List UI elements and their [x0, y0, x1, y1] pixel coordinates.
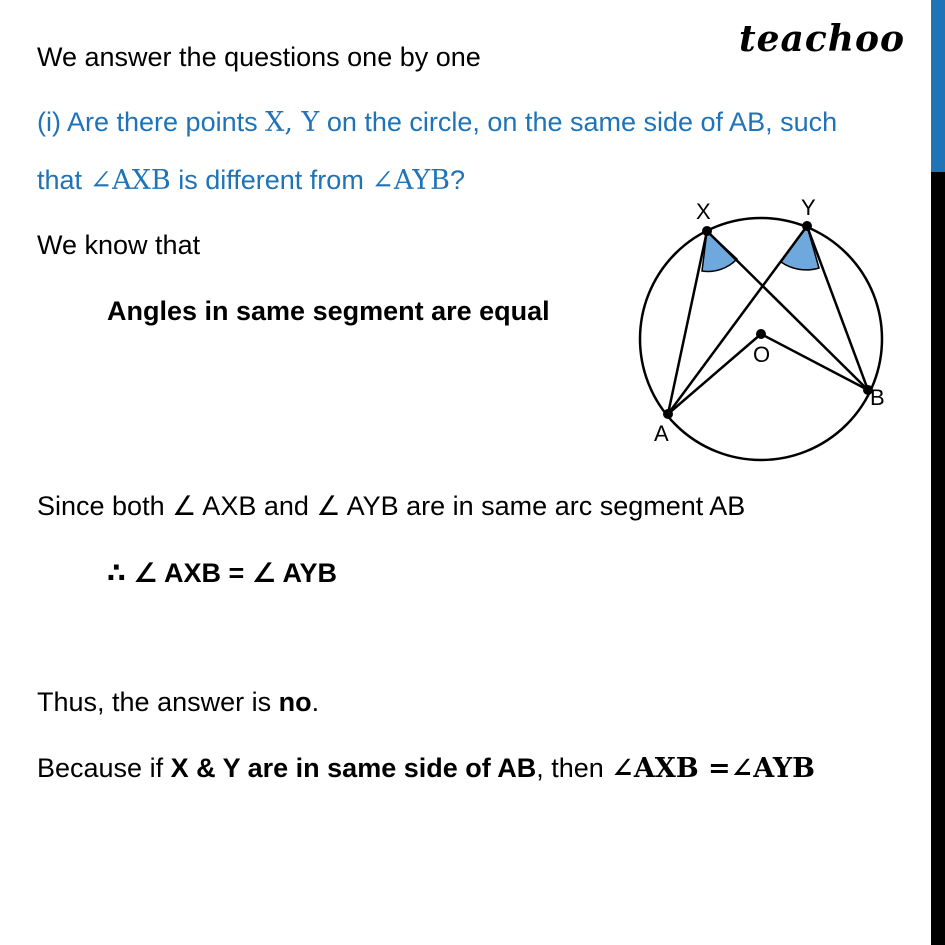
because-text	[37, 751, 815, 786]
answer-bold: no	[278, 687, 312, 717]
label-x: X	[696, 199, 711, 224]
intro-text: We answer the questions one by one	[37, 42, 481, 72]
question-text: that	[37, 165, 90, 195]
rule-text: Angles in same segment are equal	[107, 296, 550, 326]
because-bold: X & Y are in same side of AB	[170, 753, 537, 783]
teachoo-logo: teachoo	[739, 18, 905, 60]
therefore-text: ∴ ∠ AXB = ∠ AYB	[107, 558, 338, 588]
point-o	[756, 329, 766, 339]
question-math: ∠AXB	[89, 165, 171, 196]
question-math: X, Y	[265, 107, 320, 138]
because-pre: Because if	[37, 753, 171, 783]
since-text: Since both ∠ AXB and ∠ AYB are in same arc segment AB	[37, 491, 746, 521]
know-text: We know that	[37, 230, 201, 260]
circle-diagram	[630, 190, 900, 470]
answer-pre: Thus, the answer is	[37, 687, 279, 717]
segment-ob	[761, 334, 868, 390]
question-text: is different from	[170, 165, 372, 195]
sidebar-accent	[931, 0, 945, 172]
point-a	[663, 409, 673, 419]
angle-axb-marker	[702, 231, 737, 271]
label-y: Y	[801, 195, 816, 220]
label-o: O	[753, 342, 771, 367]
question-text: ?	[450, 165, 466, 195]
question-text: (i) Are there points	[37, 107, 266, 137]
question-text: on the circle, on the same side of AB, such	[319, 107, 838, 137]
label-b: B	[870, 385, 885, 410]
question-math: ∠AYB	[371, 165, 451, 196]
angle-ayb-marker	[781, 226, 819, 270]
answer-text	[37, 685, 319, 719]
because-mid: , then	[536, 753, 612, 783]
because-math: ∠AXB =∠AYB	[611, 753, 815, 784]
question-line-2	[37, 163, 465, 198]
label-a: A	[654, 421, 669, 446]
question-line-1	[37, 105, 837, 140]
point-x	[702, 226, 712, 236]
answer-post: .	[311, 687, 320, 717]
point-y	[802, 221, 812, 231]
segment-yb	[807, 226, 868, 390]
